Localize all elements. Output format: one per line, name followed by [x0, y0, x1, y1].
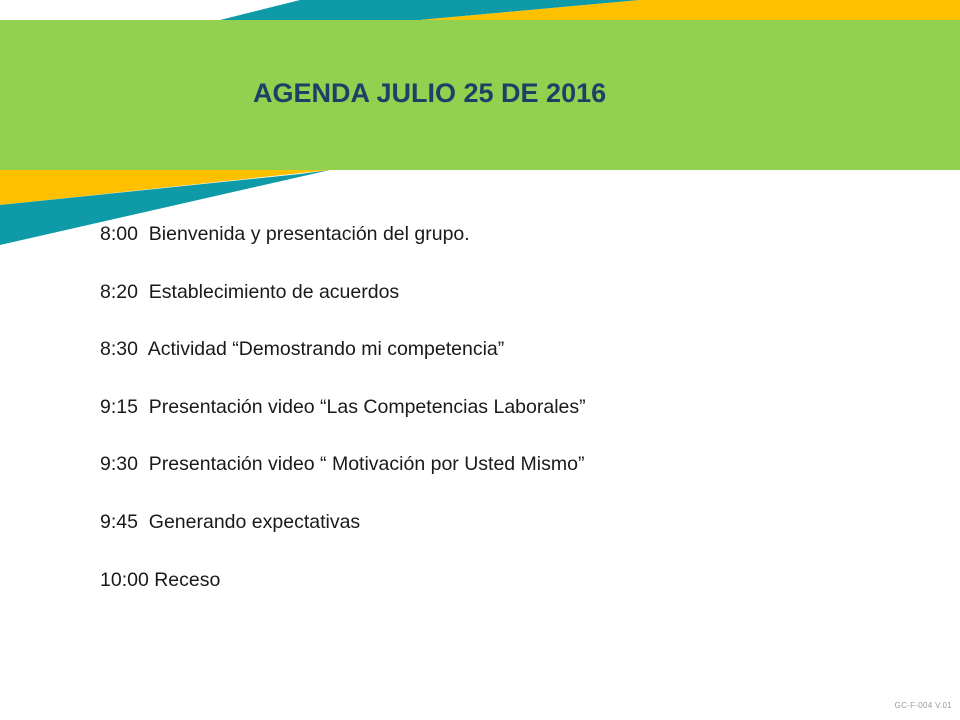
agenda-item: 9:45 Generando expectativas: [100, 510, 361, 533]
agenda-item: 9:30 Presentación video “ Motivación por Usted Mismo”: [100, 453, 585, 476]
agenda-item: 8:30 Actividad “Demostrando mi competencia”: [100, 338, 505, 361]
document-code: GC-F-004 V.01: [894, 701, 952, 710]
agenda-list: [100, 220, 586, 623]
slide-title: AGENDA JULIO 25 DE 2016: [253, 78, 607, 108]
agenda-item: 10:00 Receso: [100, 568, 221, 591]
agenda-item: 8:20 Establecimiento de acuerdos: [100, 280, 400, 303]
agenda-item: 8:00 Bienvenida y presentación del grupo.: [100, 223, 470, 245]
agenda-item: 9:15 Presentación video “Las Competencias Laborales”: [100, 395, 586, 418]
